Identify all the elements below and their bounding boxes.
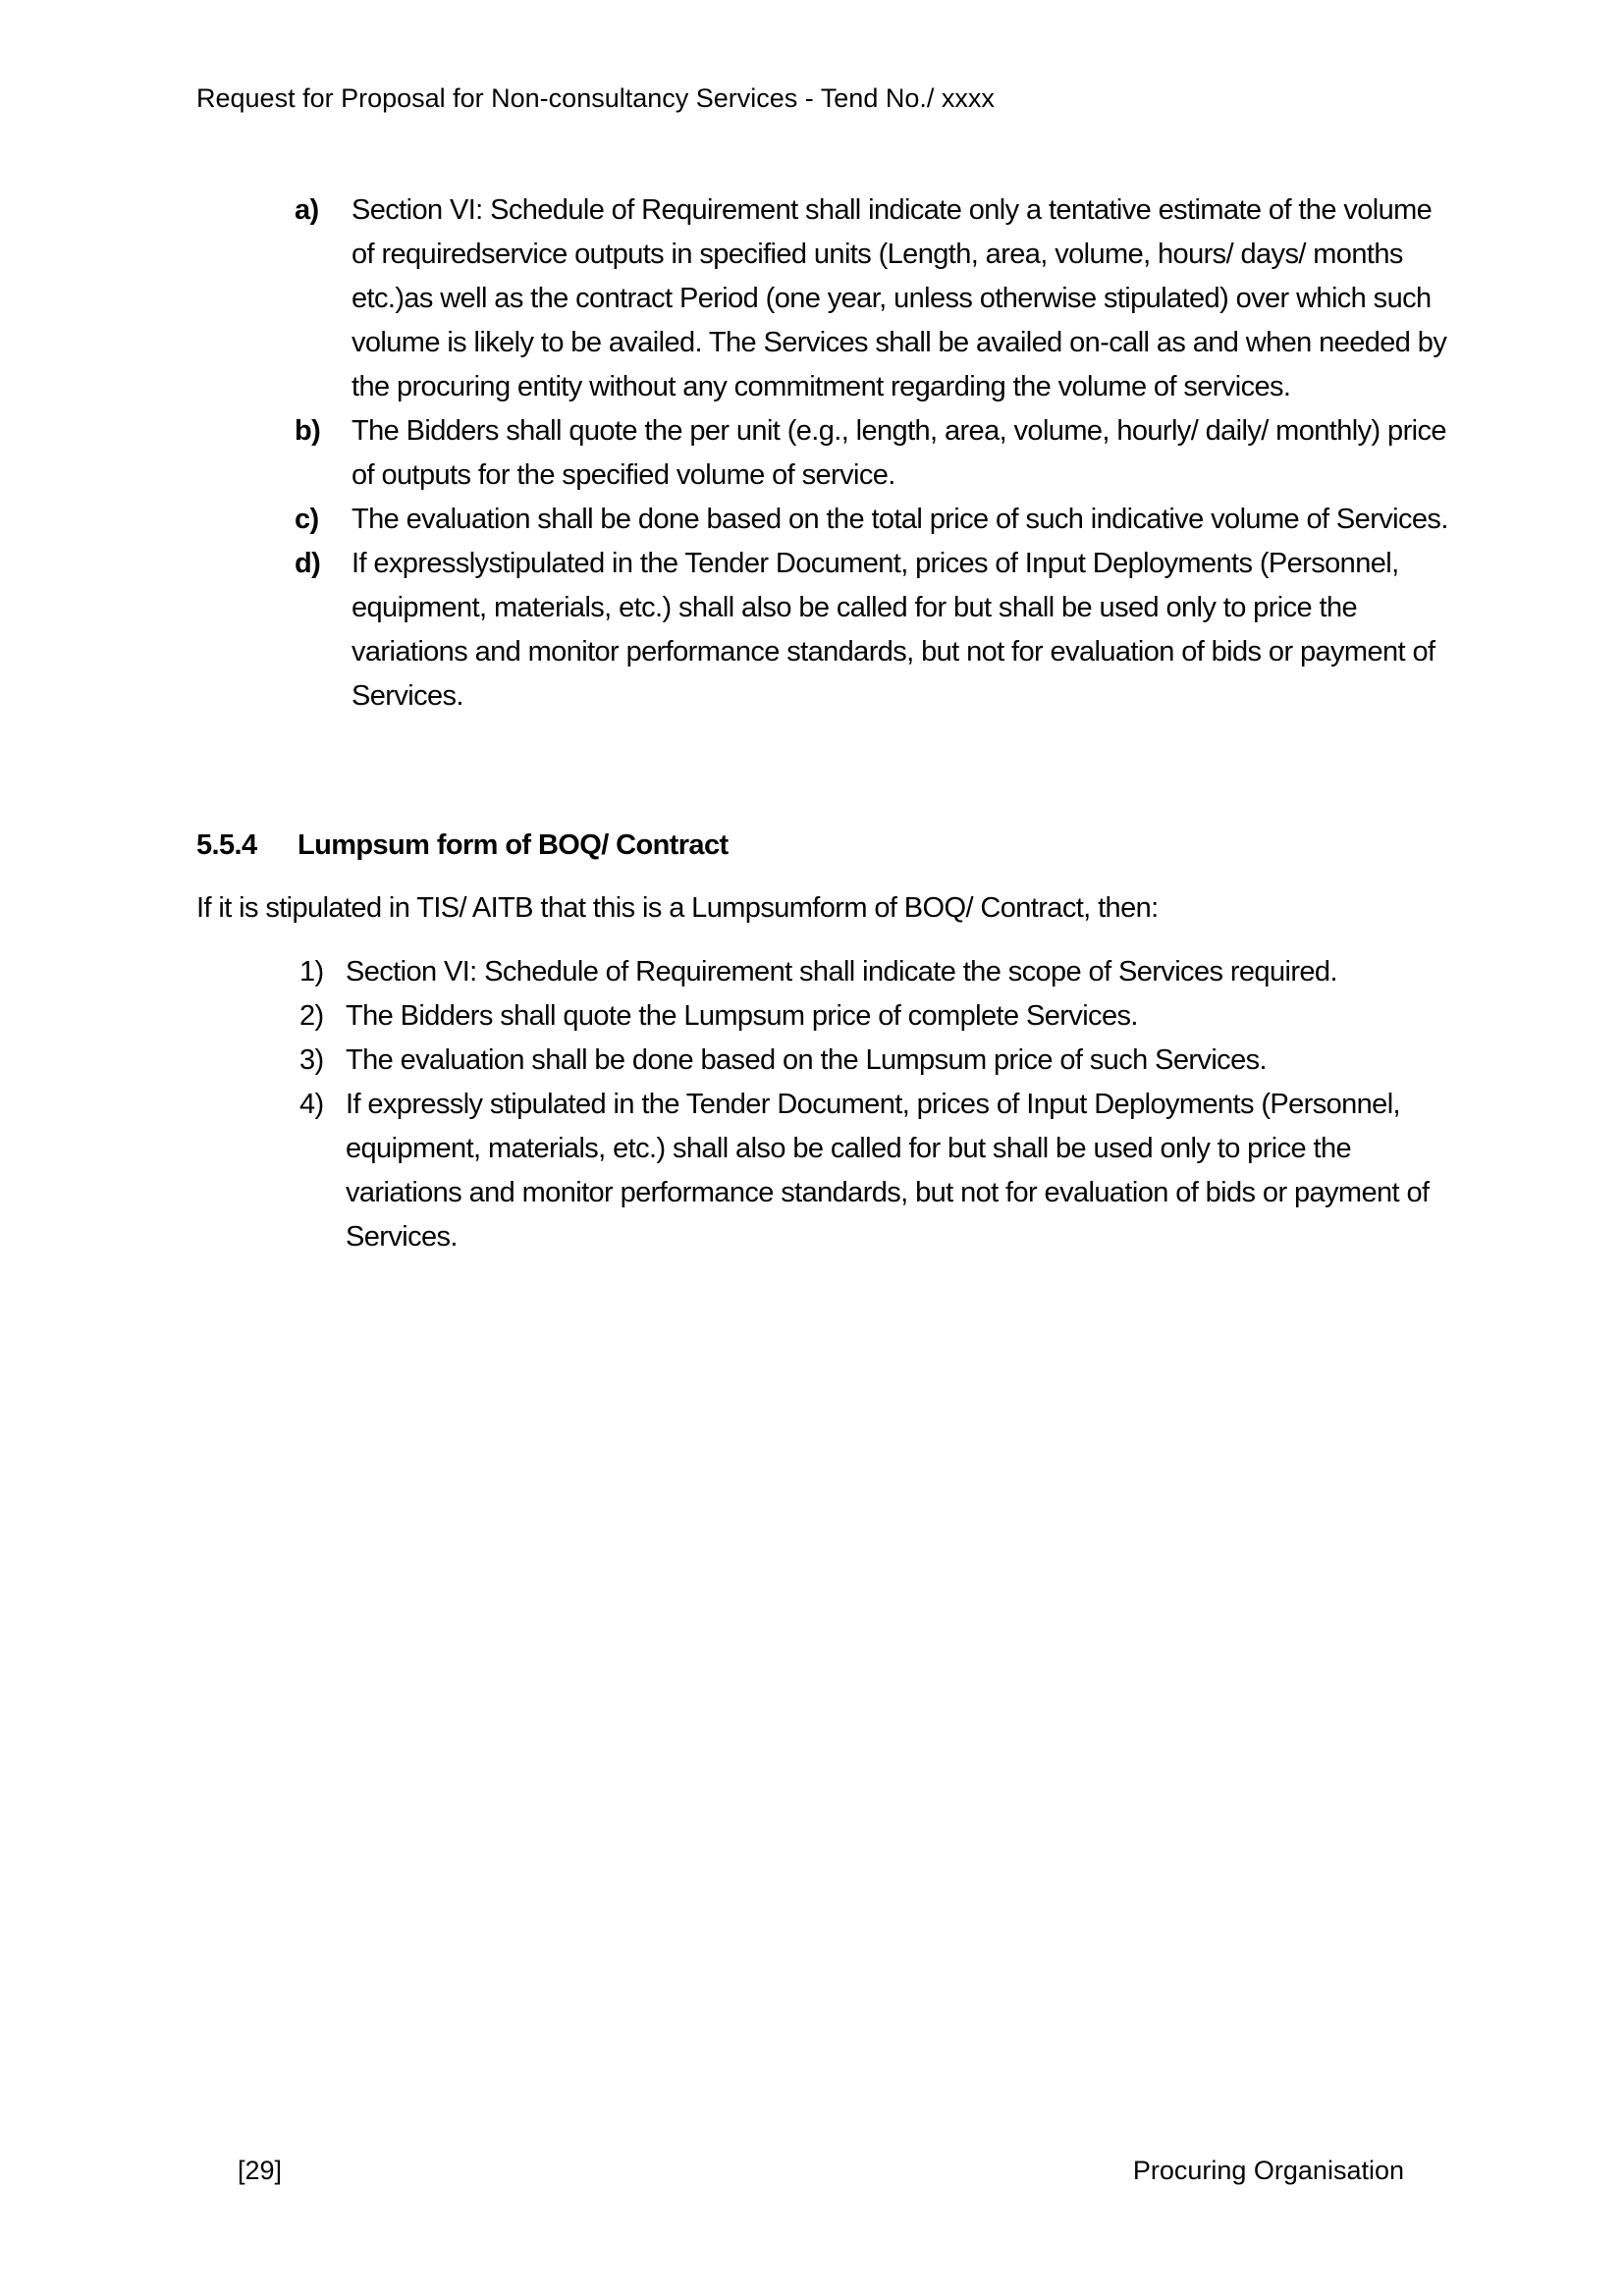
list-item-text: The evaluation shall be done based on the total price of such indicative volume of Services. (352, 504, 1448, 535)
page-footer (0, 2156, 1624, 2195)
section-heading-5-5-4 (196, 829, 729, 862)
list-item-text: If expressly stipulated in the Tender Document, prices of Input Deployments (Personnel, equipment, materials, etc.) shall also be called for but shall be used only to price the variations and monitor performance standards, but not for evaluation of bids or payment of Services. (346, 1089, 1430, 1253)
section-number: 5.5.4 (196, 829, 257, 861)
list-item-3 (299, 1039, 1450, 1083)
list-item-d (295, 542, 1453, 719)
list-marker: b) (295, 415, 321, 447)
footer-organisation-name: Procuring Organisation (1132, 2156, 1404, 2185)
list-item-text: Section VI: Schedule of Requirement shall indicate the scope of Services required. (346, 956, 1337, 988)
list-item-a (295, 188, 1453, 409)
list-item-text: The evaluation shall be done based on the Lumpsum price of such Services. (346, 1044, 1267, 1076)
list-marker: a) (295, 194, 319, 226)
list-item-2 (299, 994, 1450, 1039)
list-marker: d) (295, 548, 321, 579)
lettered-list (295, 188, 1453, 719)
list-marker: c) (295, 504, 319, 535)
list-item-c (295, 498, 1453, 542)
section-title: Lumpsum form of BOQ/ Contract (298, 829, 729, 861)
list-marker: 4) (299, 1089, 324, 1120)
list-item-text: If expresslystipulated in the Tender Document, prices of Input Deployments (Personnel, equipment, materials, etc.) shall also be called for but shall be used only to price the variations and monitor performance standards, but not for evaluation of bids or payment of Services. (352, 548, 1435, 712)
list-item-4 (299, 1083, 1450, 1259)
footer-page-number: [29] (238, 2156, 283, 2185)
list-item-text: The Bidders shall quote the Lumpsum price of complete Services. (346, 1000, 1138, 1032)
list-item-1 (299, 950, 1450, 994)
list-item-b (295, 409, 1453, 498)
numbered-list (299, 950, 1450, 1259)
list-marker: 3) (299, 1044, 324, 1076)
list-item-text: The Bidders shall quote the per unit (e.g., length, area, volume, hourly/ daily/ monthly) price of outputs for the specified volume of service. (352, 415, 1446, 491)
section-intro-paragraph: If it is stipulated in TIS/ AITB that this is a Lumpsumform of BOQ/ Contract, then: (196, 892, 1159, 924)
list-marker: 1) (299, 956, 324, 988)
list-item-text: Section VI: Schedule of Requirement shall indicate only a tentative estimate of the volume of requiredservice outputs in specified units (Length, area, volume, hours/ days/ months etc.)as well as the contract Period (one year, unless otherwise stipulated) over which such volume is likely to be availed. The Services shall be availed on-call as and when needed by the procuring entity without any commitment regarding the volume of services. (352, 194, 1447, 402)
list-marker: 2) (299, 1000, 324, 1032)
page-header: Request for Proposal for Non-consultancy Services - Tend No./ xxxx (196, 83, 995, 113)
